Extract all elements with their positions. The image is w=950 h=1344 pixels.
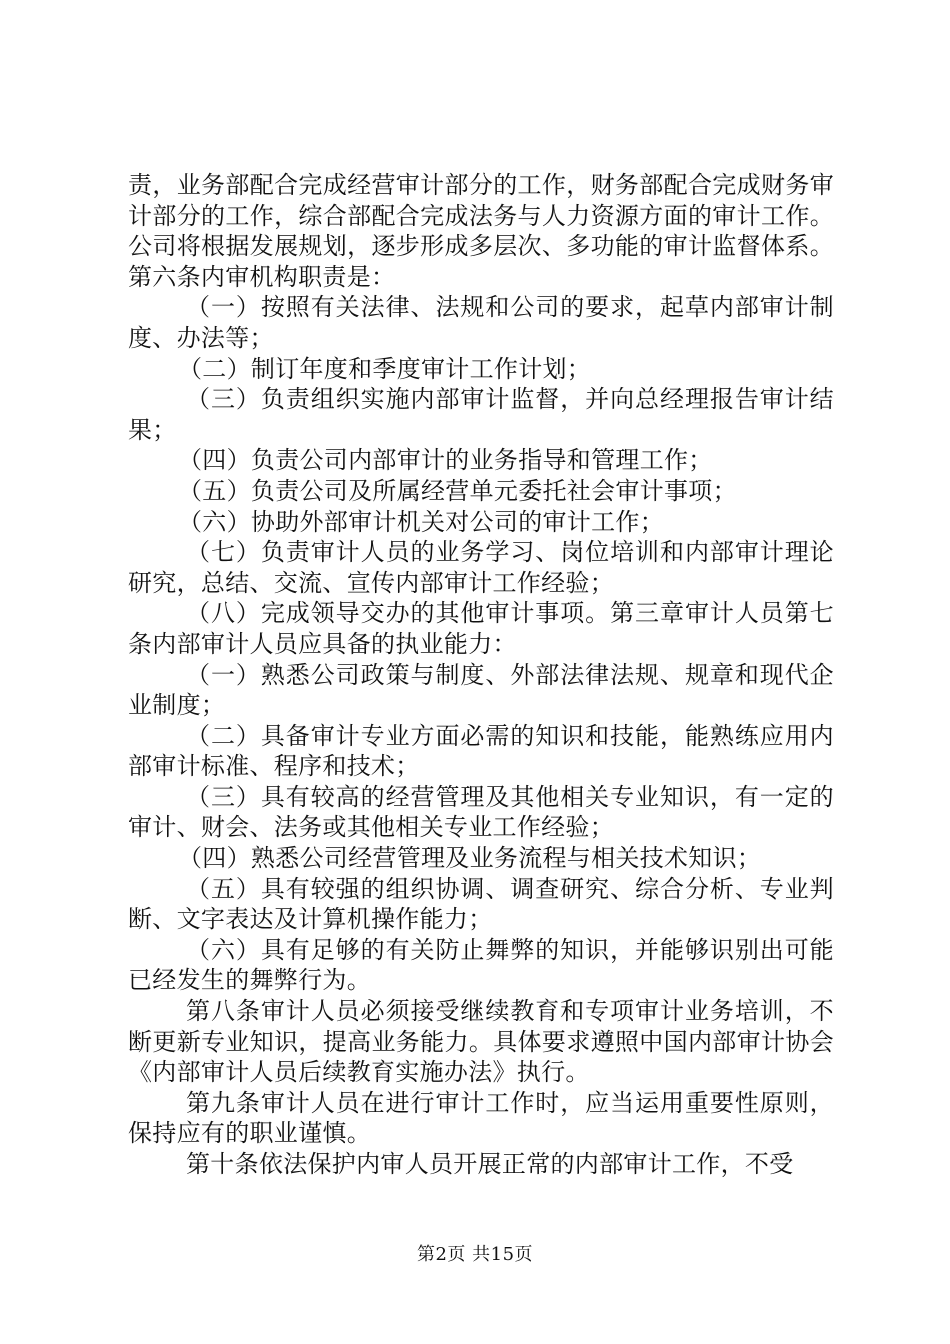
list-item-8: （八）完成领导交办的其他审计事项。第三章审计人员第七条内部审计人员应具备的执业能力： — [128, 599, 834, 658]
ability-item-6: （六）具有足够的有关防止舞弊的知识，并能够识别出可能已经发生的舞弊行为。 — [128, 935, 834, 995]
article-8: 第八条审计人员必须接受继续教育和专项审计业务培训，不断更新专业知识，提高业务能力。具体要求遵照中国内部审计协会《内部审计人员后续教育实施办法》执行。 — [128, 997, 834, 1087]
list-item-5: （五）负责公司及所属经营单元委托社会审计事项； — [178, 476, 737, 505]
list-item-2: （二）制订年度和季度审计工作计划； — [178, 354, 592, 383]
paragraph-continuation: 责，业务部配合完成经营审计部分的工作，财务部配合完成财务审计部分的工作，综合部配合完成法务与人力资源方面的审计工作。公司将根据发展规划，逐步形成多层次、多功能的审计监督体系。第六条内审机构职责是： — [128, 171, 834, 291]
list-item-6: （六）协助外部审计机关对公司的审计工作； — [178, 507, 664, 536]
list-item-4: （四）负责公司内部审计的业务指导和管理工作； — [178, 446, 713, 475]
document-body — [128, 170, 834, 1180]
ability-item-3: （三）具有较高的经营管理及其他相关专业知识，有一定的审计、财会、法务或其他相关专业工作经验； — [128, 782, 834, 842]
ability-item-1: （一）熟悉公司政策与制度、外部法律法规、规章和现代企业制度； — [128, 660, 834, 720]
list-item-3: （三）负责组织实施内部审计监督，并向总经理报告审计结果； — [128, 385, 834, 444]
ability-item-2: （二）具备审计专业方面必需的知识和技能，能熟练应用内部审计标准、程序和技术； — [128, 721, 834, 781]
list-item-1: （一）按照有关法律、法规和公司的要求，起草内部审计制度、办法等； — [128, 293, 834, 352]
page-footer — [0, 1244, 950, 1266]
list-item-7: （七）负责审计人员的业务学习、岗位培训和内部审计理论研究，总结、交流、宣传内部审计工作经验； — [128, 538, 834, 597]
page-number-label: 第2页 共15页 — [416, 1244, 534, 1265]
ability-item-4: （四）熟悉公司经营管理及业务流程与相关技术知识； — [178, 844, 762, 873]
article-9: 第九条审计人员在进行审计工作时，应当运用重要性原则，保持应有的职业谨慎。 — [128, 1088, 834, 1148]
ability-item-5: （五）具有较强的组织协调、调查研究、综合分析、专业判断、文字表达及计算机操作能力； — [128, 874, 834, 934]
article-10: 第十条依法保护内审人员开展正常的内部审计工作，不受 — [186, 1150, 794, 1178]
